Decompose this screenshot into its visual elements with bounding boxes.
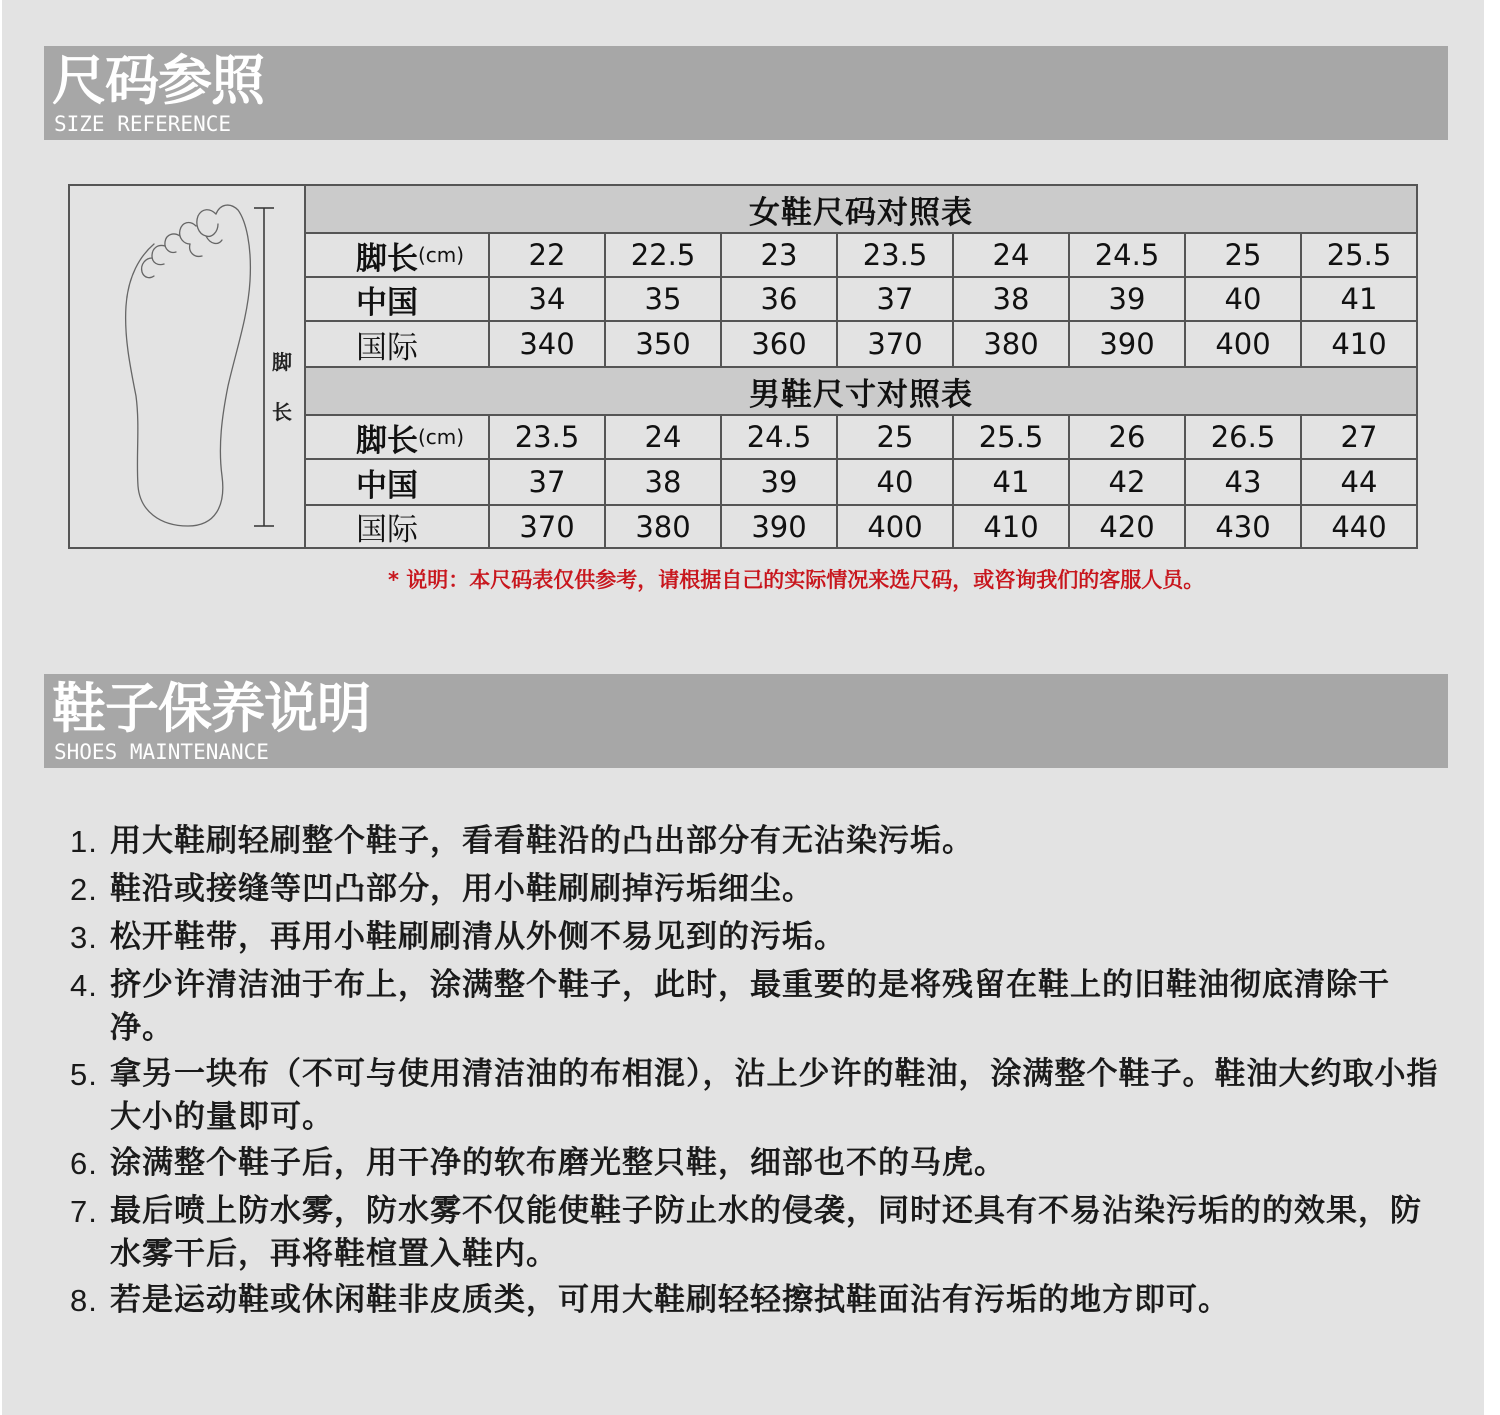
size-tables: [306, 186, 1416, 547]
women-row-international: [306, 322, 1416, 368]
foot-length-label-2: 长: [272, 400, 292, 424]
table-cell: 340: [490, 322, 606, 366]
table-cell: 26.5: [1186, 416, 1302, 458]
table-cell: 25.5: [954, 416, 1070, 458]
table-cell: 23.5: [490, 416, 606, 458]
table-cell: 35: [606, 278, 722, 320]
maintenance-list: [70, 820, 1450, 1322]
size-reference-subtitle: SIZE REFERENCE: [54, 112, 232, 136]
table-cell: 370: [490, 506, 606, 547]
table-cell: 27: [1340, 420, 1378, 454]
table-cell: 34: [490, 278, 606, 320]
table-cell: 350: [606, 322, 722, 366]
table-cell: 380: [954, 322, 1070, 366]
table-cell: 440: [1331, 509, 1387, 544]
list-item: 2. 鞋沿或接缝等凹凸部分，用小鞋刷刷掉污垢细尘。: [70, 871, 814, 907]
table-cell: 24.5: [1070, 234, 1186, 276]
table-cell: 25: [838, 416, 954, 458]
table-cell: 360: [722, 322, 838, 366]
size-chart: [68, 184, 1418, 549]
table-cell: 24: [954, 234, 1070, 276]
size-reference-title: 尺码参照: [52, 49, 264, 112]
list-item: 3. 松开鞋带，再用小鞋刷刷清从外侧不易见到的污垢。: [70, 919, 846, 955]
row-label: 中国: [306, 278, 490, 320]
table-cell: 420: [1070, 506, 1186, 547]
men-row-foot-length: [306, 416, 1416, 460]
table-cell: 24: [606, 416, 722, 458]
maintenance-header: [44, 674, 1448, 768]
table-cell: 36: [722, 278, 838, 320]
list-item: 7. 最后喷上防水雾，防水雾不仅能使鞋子防止水的侵袭，同时还具有不易沾染污垢的的效果，防水雾干后，再将鞋楦置入鞋内。: [70, 1193, 1422, 1272]
list-item: 6. 涂满整个鞋子后，用干净的软布磨光整只鞋，细部也不的马虎。: [70, 1145, 1006, 1181]
table-cell: 23.5: [838, 234, 954, 276]
table-cell: 22.5: [606, 234, 722, 276]
table-cell: 25.5: [1326, 238, 1392, 272]
table-cell: 390: [722, 506, 838, 547]
table-cell: 38: [606, 460, 722, 504]
table-cell: 42: [1070, 460, 1186, 504]
list-item: 5. 拿另一块布（不可与使用清洁油的布相混），沾上少许的鞋油，涂满整个鞋子。鞋油大约取小指大小的量即可。: [70, 1056, 1439, 1135]
maintenance-title: 鞋子保养说明: [52, 677, 370, 740]
men-table-title: 男鞋尺寸对照表: [306, 368, 1416, 416]
table-cell: 410: [954, 506, 1070, 547]
list-item: 1. 用大鞋刷轻刷整个鞋子，看看鞋沿的凸出部分有无沾染污垢。: [70, 823, 974, 859]
table-cell: 400: [838, 506, 954, 547]
table-cell: 22: [490, 234, 606, 276]
table-cell: 390: [1070, 322, 1186, 366]
row-label: 脚长 (cm): [306, 416, 490, 458]
maintenance-subtitle: SHOES MAINTENANCE: [54, 740, 269, 764]
men-row-international: [306, 506, 1416, 547]
page: [2, 0, 1484, 1415]
table-cell: 24.5: [722, 416, 838, 458]
table-cell: 430: [1186, 506, 1302, 547]
list-item: 8. 若是运动鞋或休闲鞋非皮质类，可用大鞋刷轻轻擦拭鞋面沾有污垢的地方即可。: [70, 1282, 1230, 1318]
row-label: 中国: [306, 460, 490, 504]
table-cell: 37: [490, 460, 606, 504]
table-cell: 25: [1186, 234, 1302, 276]
table-cell: 37: [838, 278, 954, 320]
foot-length-label-1: 脚: [272, 350, 292, 374]
list-item: 4. 挤少许清洁油于布上，涂满整个鞋子，此时，最重要的是将残留在鞋上的旧鞋油彻底清除干净。: [70, 967, 1390, 1046]
row-label: 国际: [306, 322, 490, 366]
foot-diagram: [70, 186, 306, 547]
row-label: 脚长 (cm): [306, 234, 490, 276]
table-cell: 380: [606, 506, 722, 547]
row-label: 国际: [306, 506, 490, 547]
women-row-foot-length: [306, 234, 1416, 278]
table-cell: 38: [954, 278, 1070, 320]
women-row-china: [306, 278, 1416, 322]
table-cell: 400: [1186, 322, 1302, 366]
table-cell: 41: [1340, 282, 1378, 316]
table-cell: 26: [1070, 416, 1186, 458]
table-cell: 410: [1331, 327, 1387, 361]
table-cell: 43: [1186, 460, 1302, 504]
table-cell: 40: [838, 460, 954, 504]
table-cell: 370: [838, 322, 954, 366]
table-cell: 39: [1070, 278, 1186, 320]
size-reference-header: [44, 46, 1448, 140]
table-cell: 40: [1186, 278, 1302, 320]
men-row-china: [306, 460, 1416, 506]
size-note: * 说明：本尺码表仅供参考，请根据自己的实际情况来选尺码，或咨询我们的客服人员。: [388, 568, 1205, 592]
women-table-title: 女鞋尺码对照表: [306, 186, 1416, 234]
table-cell: 41: [954, 460, 1070, 504]
table-cell: 44: [1340, 465, 1378, 499]
table-cell: 23: [722, 234, 838, 276]
table-cell: 39: [722, 460, 838, 504]
